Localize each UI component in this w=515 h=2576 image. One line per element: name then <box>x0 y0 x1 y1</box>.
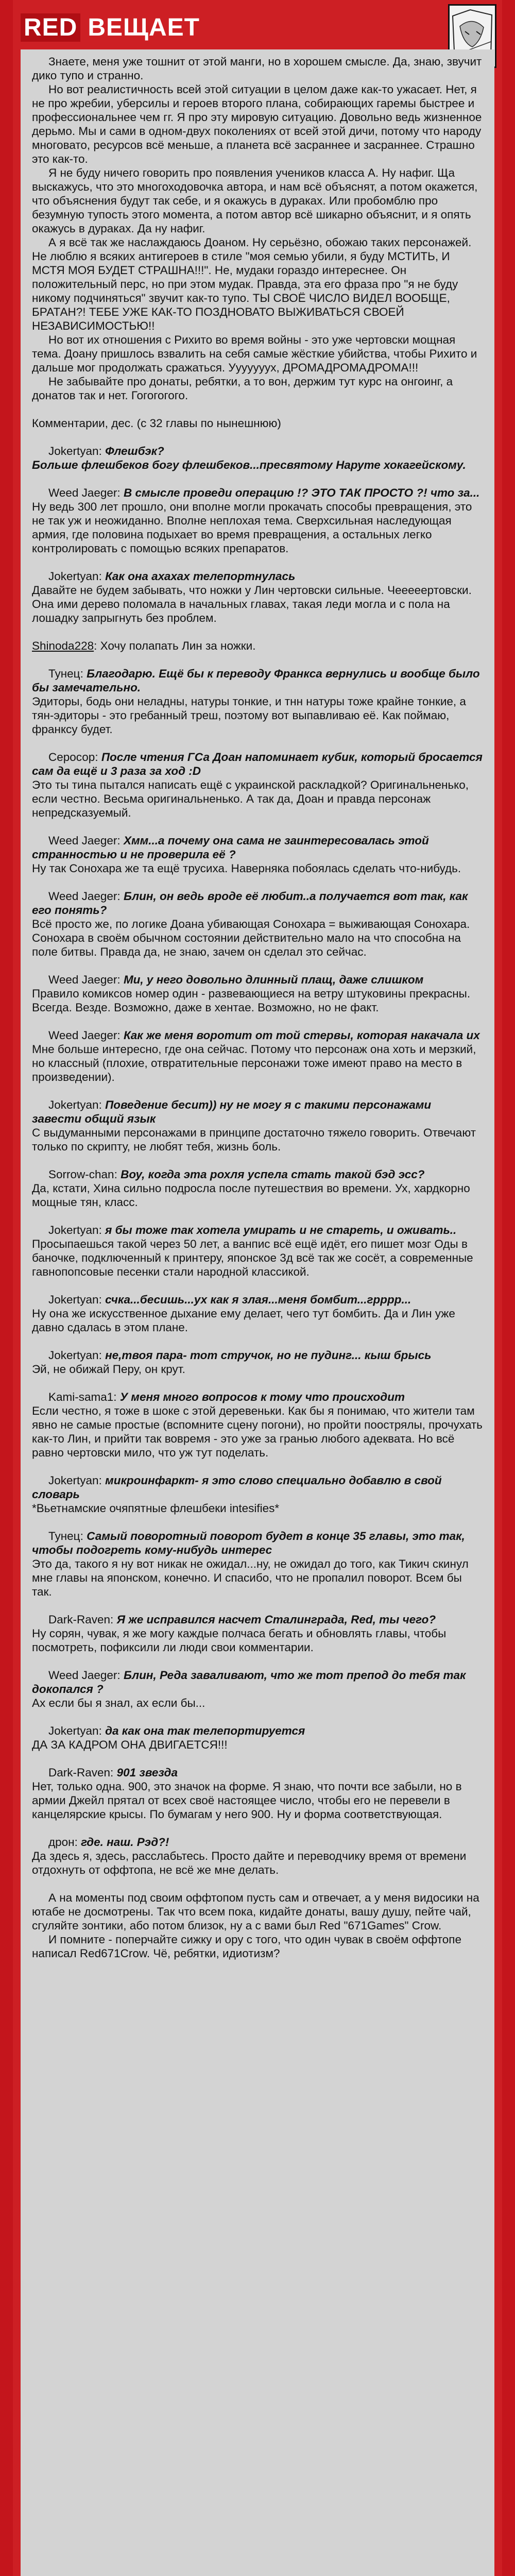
reply-text: Правило комиксов номер один - развевающиеся на ветру штуковины прекрасны. Всегда. Везде. Возможно, даже в хентае. Возможно, но не факт. <box>32 987 471 1014</box>
reply-text: Давайте не будем забывать, что ножки у Лин чертовски сильные. Чееееертовски. Она ими дерево поломала в начальных главах, такая леди могла и с пола на лошадку запрыгнуть без проблем. <box>32 584 472 624</box>
comment-block <box>32 569 483 639</box>
name-separator: : <box>80 667 87 680</box>
comment-block <box>32 1028 483 1098</box>
commenter-name: Sorrow-chan <box>48 1168 114 1181</box>
comment-quote <box>32 458 483 472</box>
quoted-comment: Я же исправился насчет Сталинграда, Red, ты чего? <box>116 1613 436 1626</box>
reply-text: Эдиторы, бодь они неладны, натуры тонкие, и тнн натуры тоже крайне тонкие, а тян-эдиторы - это гребанный треш, поэтому вот выпавливаю её. Как поймаю, франксу будет. <box>32 695 466 736</box>
comment-block <box>32 1223 483 1293</box>
comment-quote <box>32 1529 483 1557</box>
article-paragraph: А я всё так же наслаждаюсь Доаном. Ну серьёзно, обожаю таких персонажей. Не люблю я всяких антигероев в стиле "моя семью убили, я буду МСТИТЬ, И МСТЯ МОЯ БУДЕТ СТРАШНА!!!". Не, мудаки гораздо интереснее. Он положительный перс, но при этом мудак. Правда, эта его фраза про "я не буду никому подчиняться" звучит как-то тупо. ТЫ СВОЁ ЧИСЛО ВИДЕЛ ВООБЩЕ, БРАТАН?! ТЕБЕ УЖЕ КАК-ТО ПОЗДНОВАТО ВЫЖИВАТЬСЯ СВОЕЙ НЕЗАВИСИМОСТЬЮ!! <box>32 236 472 332</box>
name-separator: : <box>117 890 124 903</box>
closing-paragraph: И помните - поперчайте сижку и ору с того, что один чувак в своём оффтопе написал Red671Crow. Чё, ребятки, идиотизм? <box>32 1933 461 1960</box>
name-separator: : <box>110 1613 117 1626</box>
quoted-comment: Больше флешбеков богу флешбеков...пресвятому Наруте хокагейскому. <box>32 459 466 471</box>
comment-block <box>32 834 483 889</box>
quoted-comment: не,твоя пара- тот стручок, но не пудинг... кыш брысь <box>105 1349 432 1362</box>
name-separator: : <box>113 1391 120 1403</box>
brand-red-logo: RED <box>21 13 80 42</box>
comment-block <box>32 667 483 750</box>
name-separator: : <box>80 1530 87 1543</box>
reply-text: Ну ведь 300 лет прошло, они вполне могли прокачать способы превращения, это не так уж и неожиданно. Вполне неплохая тема. Сверхсильная наследующая армия, где половина подыхает во время превращения, а остальных легко контролировать с помощью всяких препаратов. <box>32 500 472 555</box>
name-separator: : <box>95 751 101 764</box>
commenter-name: Jokertyan <box>48 1349 99 1362</box>
name-separator: : <box>117 1669 124 1682</box>
reply-text: Ах если бы я знал, ах если бы... <box>32 1697 205 1709</box>
comment-block <box>32 1348 483 1390</box>
quoted-comment: Как же меня воротит от той стервы, которая накачала их <box>123 1029 480 1042</box>
commenter-name: Jokertyan <box>48 1474 99 1487</box>
reply-text: С выдуманными персонажами в принципе достаточно тяжело говорить. Отвечают только по скрипту, не любят тебя, жизнь боль. <box>32 1126 476 1153</box>
closing-paragraph: А на моменты под своим оффтопом пусть сам и отвечает, а у меня видосики на ютабе не досмотрены. Так что всем пока, кидайте донаты, вашу душу, пейте чай, сгуляйте зонтики, або потом близок, ну а с вами был Red "671Games" Crow. <box>32 1891 479 1932</box>
comment-quote <box>32 1348 483 1362</box>
quoted-comment: Ми, у него довольно длинный плащ, даже слишком <box>123 973 424 986</box>
commenter-name: Dark-Raven <box>48 1613 111 1626</box>
quoted-comment: микроинфаркт- я это слово специально добавлю в свой словарь <box>32 1474 442 1501</box>
reply-text: Это ты тина пытался написать ещё с украинской раскладкой? Оригинальненько, если честно. Весьма оригинальненько. А так да, Доан и правда персонаж непредсказуемый. <box>32 778 469 819</box>
article-paragraph: Но вот реалистичность всей этой ситуации в целом даже как-то ужасает. Нет, я не про жребии, уберсилы и героев второго плана, собирающих гаремы быстрее и профессиональнее чем гг. Я про эту мировую ситуацию. Довольно ведь жизненное дерьмо. Мы и сами в одном-двух поколениях от всей этой дичи, потому что народу многовато, ресурсов всё меньше, а планета всё засраннее и засраннее. Страшно это как-то. <box>32 83 482 165</box>
article-paragraph: Но вот их отношения с Рихито во время войны - это уже чертовски мощная тема. Доану пришлось взвалить на себя самые жёсткие убийства, чтобы Рихито и дальше мог продолжать сражаться. Ууууууух, ДРОМАДРОМАДРОМА!!! <box>32 333 477 374</box>
name-separator: : <box>74 1836 81 1849</box>
name-separator: : <box>98 1293 106 1306</box>
comment-block <box>32 1390 483 1473</box>
quoted-comment: У меня много вопросов к тому что происходит <box>119 1391 405 1403</box>
reply-text: Нет, только одна. 900, это значок на форме. Я знаю, что почти все забыли, но в армии Джейл прятал от всех своё настоящее число, чтобы его не перевели в канцелярские крысы. По бумагам у него 900. Ну и форма соответствующая. <box>32 1780 462 1821</box>
reply-text: Да, кстати, Хина сильно подросла после путешествия во времени. Ух, хардкорно мощные тян, класс. <box>32 1182 470 1209</box>
brand-title: ВЕЩАЕТ <box>88 13 200 41</box>
comment-block <box>32 1613 483 1668</box>
comment-block <box>32 486 483 569</box>
commenter-name: Weed Jaeger <box>48 834 117 847</box>
comment-quote <box>32 1223 483 1237</box>
comment-quote <box>32 444 483 458</box>
comment-block <box>32 889 483 973</box>
comment-quote <box>32 973 483 987</box>
comment-quote <box>32 1766 483 1780</box>
article-paragraph: Я не буду ничего говорить про появления учеников класса А. Ну нафиг. Ща выскажусь, что это многоходовочка автора, и нам всё объяснят, а потом окажется, что объяснения будут так себе, и я окажусь в дураках. Или пробомблю про безумную тупость этого момента, а потом автор всё шикарно объяснит, и я опять окажусь в дураках. Да ну нафиг. <box>32 166 478 235</box>
quoted-comment: Самый поворотный поворот будет в конце 35 главы, это так, чтобы подогреть кому-нибудь интерес <box>32 1530 465 1556</box>
article-paragraph: Знаете, меня уже тошнит от этой манги, но в хорошем смысле. Да, знаю, звучит дико тупо и странно. <box>32 55 482 82</box>
comment-quote <box>32 667 483 694</box>
reply-text: Ну она же искусственное дыхание ему делает, чего тут бомбить. Да и Лин уже давно сдалась в этом плане. <box>32 1307 455 1334</box>
commenter-name: Weed Jaeger <box>48 890 117 903</box>
comment-quote <box>32 1167 483 1181</box>
quoted-comment: После чтения ГСа Доан напоминает кубик, который бросается сам да ещё и 3 раза за ход :D <box>32 751 483 777</box>
name-separator: : <box>117 834 124 847</box>
reply-text: Если честно, я тоже в шоке с этой деревеньки. Как бы я понимаю, что жители там явно не самые простые (вспомните сцену погони), но пройти поострялы, прочухать как-то Лин, и прийти так вовремя - это уже за гранью любого адеквата. Но всё равно чертовски мило, что уж тут поделать. <box>32 1404 483 1459</box>
comment-block <box>32 1766 483 1835</box>
comment-quote <box>32 1835 483 1849</box>
name-separator: : <box>98 1724 106 1737</box>
name-separator: : <box>98 1474 106 1487</box>
quoted-comment: где. наш. Рэд?! <box>81 1836 169 1849</box>
quoted-comment: Как она ахахах телепортнулась <box>105 570 296 583</box>
reply-text: Эй, не обижай Перу, он крут. <box>32 1363 185 1376</box>
commenter-name: дрон <box>48 1836 75 1849</box>
reply-text: Ну так Сонохара же та ещё трусиха. Наверняка побоялась сделать что-нибудь. <box>32 862 461 875</box>
name-separator: : <box>98 1098 106 1111</box>
reply-text: ДА ЗА КАДРОМ ОНА ДВИГАЕТСЯ!!! <box>32 1738 228 1751</box>
comments-title: Комментарии, дес. (с 32 главы по нынешнюю) <box>32 417 281 430</box>
name-separator: : <box>98 1224 106 1236</box>
name-separator: : <box>94 639 100 652</box>
commenter-name: Jokertyan <box>48 1098 99 1111</box>
comment-block <box>32 1167 483 1223</box>
comment-block <box>32 1098 483 1167</box>
quoted-comment: Хмм...а почему она сама не заинтересовалась этой странностью и не проверила её ? <box>32 834 429 861</box>
commenter-name: Shinoda228 <box>32 639 94 652</box>
comment-block <box>32 1668 483 1724</box>
name-separator: : <box>117 973 124 986</box>
commenter-name: Weed Jaeger <box>48 1029 117 1042</box>
reply-text: Всё просто же, по логике Доана убивающая Сонохара = выживающая Сонохара. Сонохара в своём обычном состоянии действительно мало на что способна на поле битвы. Правда да, не знаю, зачем он сделал это сейчас. <box>32 918 470 958</box>
comment-block <box>32 973 483 1028</box>
comment-quote <box>32 1473 483 1501</box>
comment-quote <box>32 1390 483 1404</box>
commenter-name: Jokertyan <box>48 1224 99 1236</box>
reply-text: Ну сорян, чувак, я же могу каждые полчаса бегать и обновлять главы, чтобы посмотреть, пофиксили ли люди свои комментарии. <box>32 1627 447 1654</box>
quoted-comment: Блин, Реда заваливают, что же тот препод до тебя так докопался ? <box>32 1669 466 1696</box>
comment-quote <box>32 1028 483 1042</box>
comment-quote <box>32 486 483 500</box>
comment-quote <box>32 1668 483 1696</box>
page-header <box>21 9 200 45</box>
comment-block <box>32 1473 483 1529</box>
comment-quote <box>32 1293 483 1307</box>
comment-block <box>32 1529 483 1613</box>
comment-quote <box>32 834 483 861</box>
reply-text: Мне больше интересно, где она сейчас. Потому что персонаж она хоть и мерзкий, но классный (плохие, отвратительные персонажи тоже имеют право на место в произведении). <box>32 1043 476 1083</box>
quoted-comment: 901 звезда <box>116 1766 178 1779</box>
commenter-name: Jokertyan <box>48 445 99 457</box>
comment-quote <box>32 569 483 583</box>
quoted-comment: Поведение бесит)) ну не могу я с такими персонажами завести общий язык <box>32 1098 432 1125</box>
comment-quote <box>32 639 483 653</box>
quoted-comment: да как она так телепортируется <box>105 1724 305 1737</box>
comment-quote <box>32 889 483 917</box>
comment-block <box>32 750 483 834</box>
quoted-comment: я бы тоже так хотела умирать и не стареть, и оживать.. <box>105 1224 457 1236</box>
commenter-name: Weed Jaeger <box>48 1669 117 1682</box>
quoted-comment: счка...бесишь...ух как я злая...меня бомбит...грррр... <box>105 1293 411 1306</box>
commenter-name: Тунец <box>48 667 80 680</box>
name-separator: : <box>110 1766 117 1779</box>
comment-quote <box>32 1098 483 1126</box>
comment-block <box>32 1724 483 1766</box>
commenter-name: Jokertyan <box>48 1293 99 1306</box>
reply-text: Просыпаешься такой через 50 лет, а ванпис всё ещё идёт, его пишет мозг Оды в баночке, подключенный к принтеру, японское 3д всё так же сосёт, а современные гавнопопсовые песенки стали народной классикой. <box>32 1238 473 1278</box>
reply-text: *Вьетнамские очяпятные флешбеки intesifies* <box>32 1502 280 1515</box>
commenter-name: Серосор <box>48 751 95 764</box>
article-panel <box>21 49 494 2576</box>
commenter-name: Тунец <box>48 1530 80 1543</box>
quoted-comment: Воу, когда эта рохля успела стать такой бэд эсс? <box>121 1168 425 1181</box>
reply-text: Хочу полапать Лин за ножки. <box>100 639 256 652</box>
comment-block <box>32 1293 483 1348</box>
quoted-comment: Благодарю. Ещё бы к переводу Франкса вернулись и вообще было бы замечательно. <box>32 667 480 694</box>
quoted-comment: Флешбэк? <box>105 445 164 457</box>
reply-text: Это да, такого я ну вот никак не ожидал...ну, не ожидал до того, как Тикич скинул мне главы на японском, конечно. И спасибо, что не пропалил поворот. Всем бы так. <box>32 1557 469 1598</box>
name-separator: : <box>117 486 124 499</box>
commenter-name: Dark-Raven <box>48 1766 111 1779</box>
comment-quote <box>32 1613 483 1626</box>
reply-text: Да здесь я, здесь, расслабьтесь. Просто дайте и переводчику время от времени отдохнуть от оффтопа, не всё же мне делать. <box>32 1850 467 1876</box>
comment-quote <box>32 1724 483 1738</box>
comment-quote <box>32 750 483 778</box>
quoted-comment: В смысле проведи операцию !? ЭТО ТАК ПРОСТО ?! что за... <box>123 486 480 499</box>
comment-block <box>32 1835 483 1891</box>
name-separator: : <box>117 1029 124 1042</box>
commenter-name: Weed Jaeger <box>48 486 117 499</box>
name-separator: : <box>98 570 106 583</box>
name-separator: : <box>98 445 106 457</box>
name-separator: : <box>114 1168 121 1181</box>
commenter-name: Weed Jaeger <box>48 973 117 986</box>
comment-block <box>32 639 483 667</box>
commenter-name: Jokertyan <box>48 1724 99 1737</box>
commenter-name: Jokertyan <box>48 570 99 583</box>
name-separator: : <box>98 1349 106 1362</box>
article-paragraph: Не забывайте про донаты, ребятки, а то вон, держим тут курс на онгоинг, а донатов так и нет. Гогогогого. <box>32 375 453 402</box>
commenter-name: Kami-sama1 <box>48 1391 114 1403</box>
comment-block <box>32 444 483 458</box>
comment-block <box>32 458 483 486</box>
quoted-comment: Блин, он ведь вроде её любит..а получается вот так, как его понять? <box>32 890 468 917</box>
